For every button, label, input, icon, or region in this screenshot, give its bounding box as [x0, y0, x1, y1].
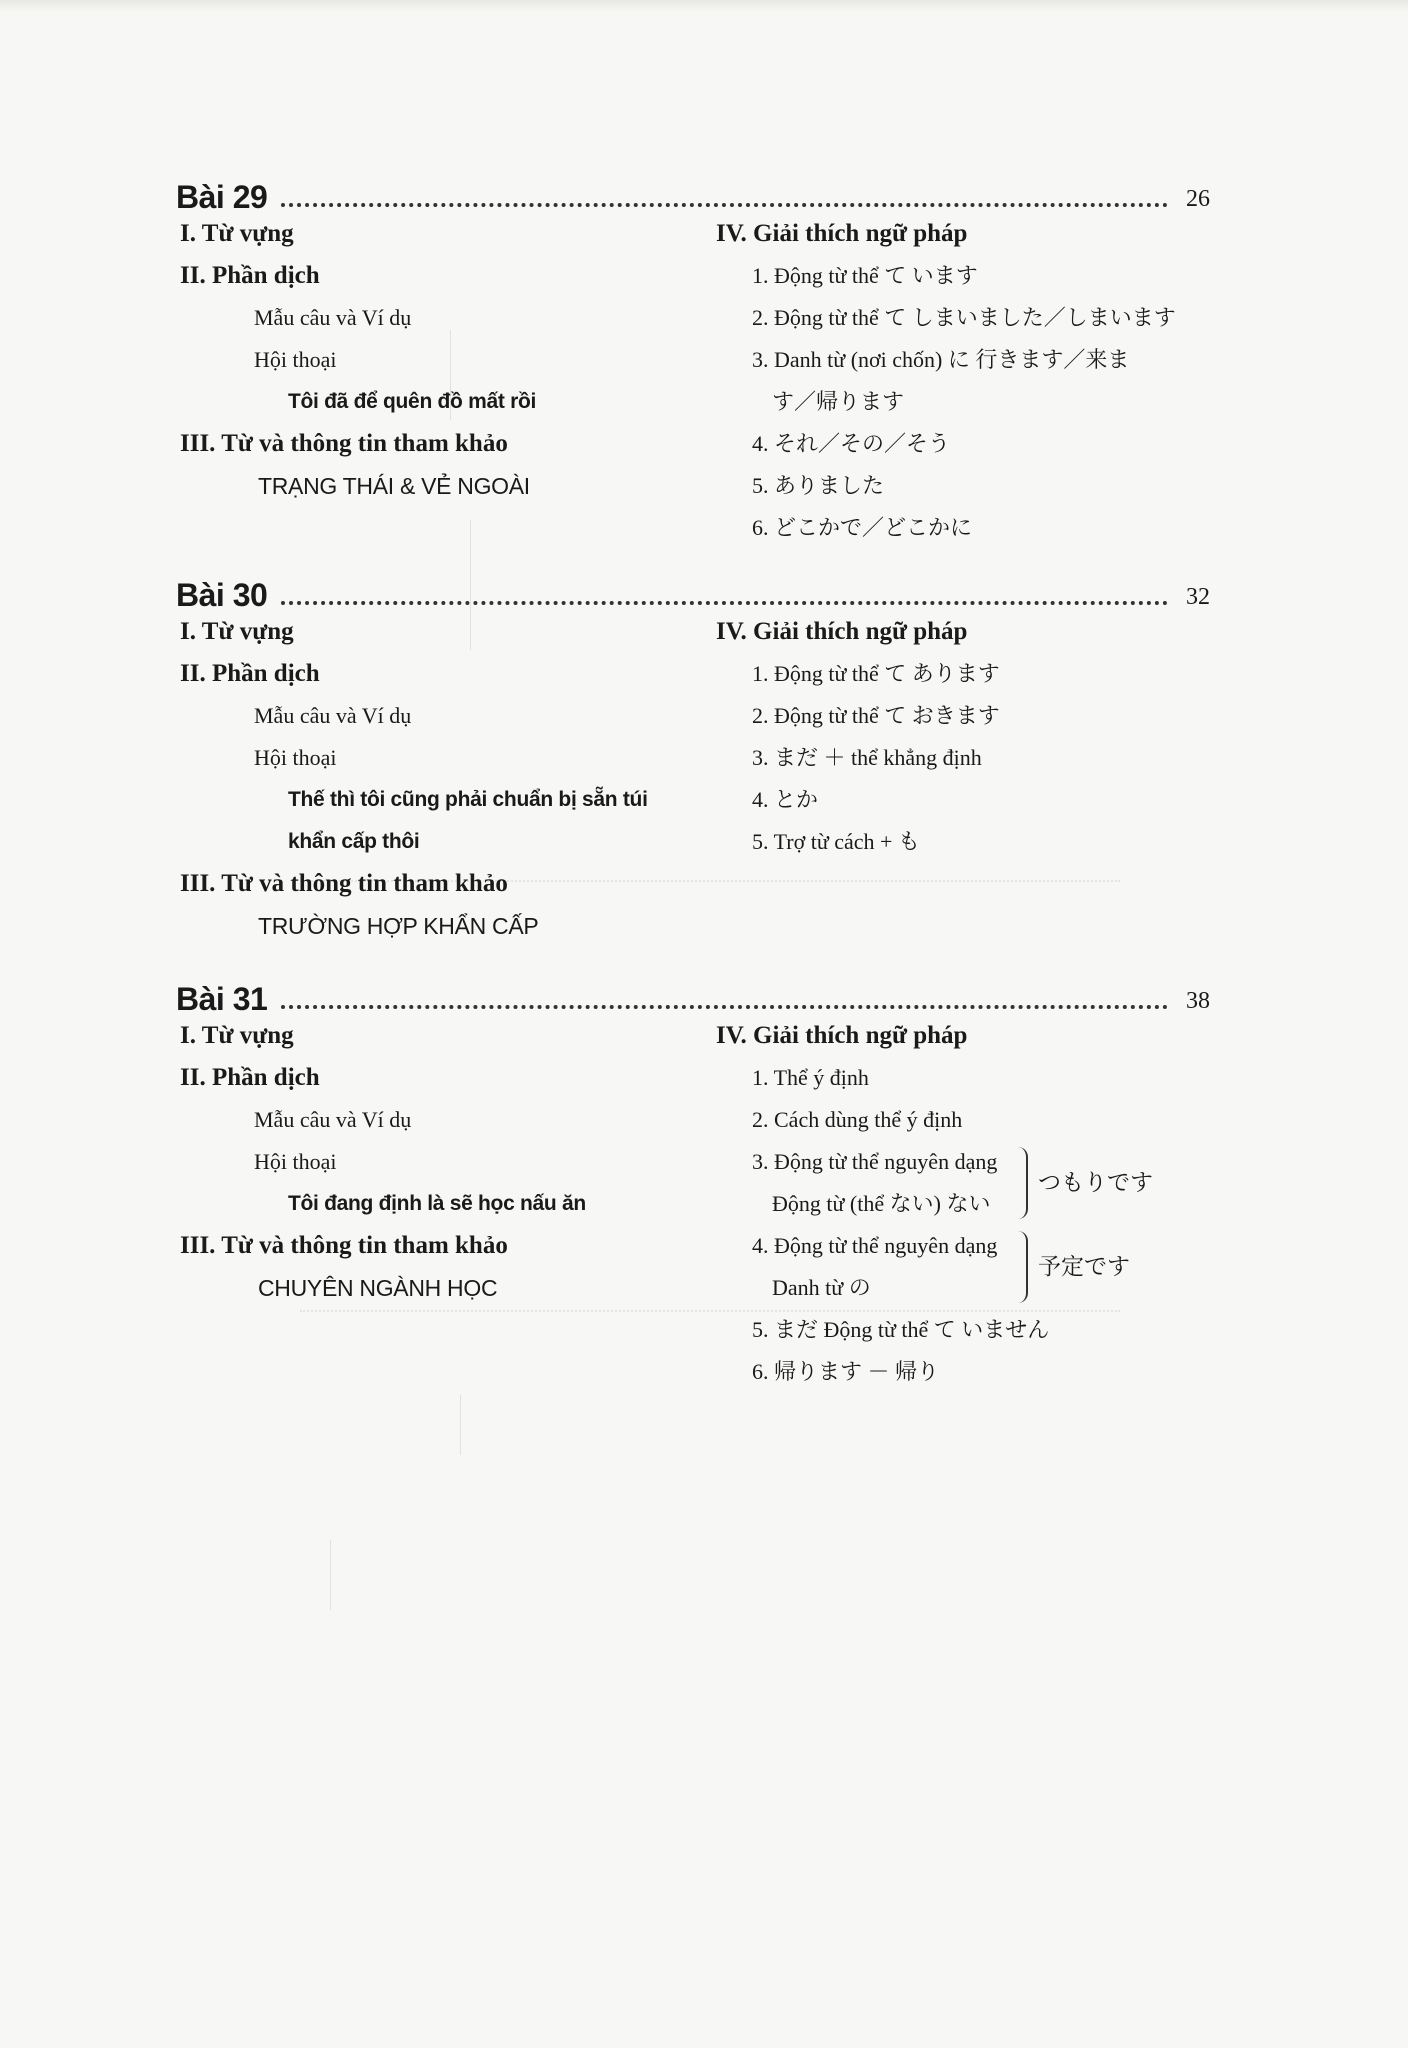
toc-entry: Danh từ の — [772, 1275, 871, 1300]
toc-entry: II. Phần dịch — [180, 660, 320, 687]
lesson-31 — [176, 967, 1210, 1415]
toc-entry: IV. Giải thích ngữ pháp — [716, 618, 968, 645]
right-brace — [1016, 1147, 1028, 1219]
toc-entry: す／帰ります — [772, 389, 905, 414]
toc-entry: Động từ (thể ない) ない — [772, 1191, 991, 1216]
toc-entry: 4. Động từ thể nguyên dạng — [752, 1233, 998, 1258]
toc-entry: Thế thì tôi cũng phải chuẩn bị sẵn túi — [288, 788, 648, 811]
toc-entry: Hội thoại — [254, 1149, 337, 1174]
toc-entry: TRẠNG THÁI & VẺ NGOÀI — [258, 473, 530, 499]
toc-entry: 3. まだ ＋ thể khẳng định — [752, 745, 982, 770]
toc-entry: 1. Thể ý định — [752, 1065, 869, 1090]
grammar-brace-group — [716, 1141, 1210, 1225]
page-number: 26 — [1186, 186, 1210, 212]
lesson-30 — [176, 563, 1210, 951]
toc-entry: 5. まだ Động từ thể て いません — [752, 1317, 1050, 1342]
lesson-contents-left — [180, 1015, 700, 1309]
page-number: 32 — [1186, 584, 1210, 610]
lesson-contents-right — [716, 213, 1210, 549]
toc-entry: Tôi đang định là sẽ học nấu ăn — [288, 1192, 586, 1215]
toc-entry: Mẫu câu và Ví dụ — [254, 1107, 412, 1132]
bleed-through-bar — [330, 1540, 331, 1610]
toc-entry: Hội thoại — [254, 347, 337, 372]
lesson-contents-left — [180, 611, 700, 947]
toc-entry: Mẫu câu và Ví dụ — [254, 305, 412, 330]
toc-entry: 1. Động từ thể て います — [752, 263, 978, 288]
page-edge-shadow — [0, 0, 1408, 12]
toc-entry: I. Từ vựng — [180, 220, 294, 247]
toc-entry: 2. Cách dùng thể ý định — [752, 1107, 963, 1132]
toc-entry: CHUYÊN NGÀNH HỌC — [258, 1275, 498, 1301]
brace-label: つもりです — [1038, 1170, 1153, 1195]
toc-entry: II. Phần dịch — [180, 262, 320, 289]
toc-entry: TRƯỜNG HỢP KHẨN CẤP — [258, 913, 539, 939]
toc-entry: I. Từ vựng — [180, 1022, 294, 1049]
lesson-contents-left — [180, 213, 700, 507]
toc-entry: 6. 帰ります － 帰り — [752, 1359, 940, 1384]
toc-entry: 6. どこかで／どこかに — [752, 515, 973, 540]
lesson-contents-right — [716, 1015, 1210, 1393]
toc-entry: IV. Giải thích ngữ pháp — [716, 1022, 968, 1049]
grammar-brace-group — [716, 1225, 1210, 1309]
toc-entry: 3. Danh từ (nơi chốn) に 行きます／来ま — [752, 347, 1130, 372]
lesson-heading — [176, 967, 1210, 1015]
toc-entry: IV. Giải thích ngữ pháp — [716, 220, 968, 247]
toc-entry: Mẫu câu và Ví dụ — [254, 703, 412, 728]
toc-entry: 2. Động từ thể て しまいました／しまいます — [752, 305, 1176, 330]
right-brace — [1016, 1231, 1028, 1303]
lesson-contents-right — [716, 611, 1210, 863]
lesson-title: Bài 31 — [176, 981, 268, 1017]
lesson-heading — [176, 165, 1210, 213]
toc-entry: 5. Trợ từ cách + も — [752, 829, 920, 854]
toc-entry: khẩn cấp thôi — [288, 830, 420, 853]
dot-leader — [281, 203, 1168, 207]
toc-entry: I. Từ vựng — [180, 618, 294, 645]
toc-entry: 5. ありました — [752, 473, 885, 498]
toc-entry: 3. Động từ thể nguyên dạng — [752, 1149, 998, 1174]
brace-label: 予定です — [1038, 1254, 1130, 1279]
dot-leader — [281, 601, 1168, 605]
toc-entry: III. Từ và thông tin tham khảo — [180, 870, 508, 897]
lesson-heading — [176, 563, 1210, 611]
toc-entry: Hội thoại — [254, 745, 337, 770]
toc-entry: 4. とか — [752, 787, 819, 812]
lesson-title: Bài 29 — [176, 179, 268, 215]
toc-entry: Tôi đã để quên đồ mất rồi — [288, 390, 537, 413]
toc-entry: 4. それ／その／そう — [752, 431, 951, 456]
toc-entry: 2. Động từ thể て おきます — [752, 703, 1000, 728]
toc-entry: 1. Động từ thể て あります — [752, 661, 1000, 686]
lesson-title: Bài 30 — [176, 577, 268, 613]
dot-leader — [281, 1005, 1168, 1009]
page-number: 38 — [1186, 988, 1210, 1014]
lesson-29 — [176, 165, 1210, 543]
toc-entry: II. Phần dịch — [180, 1064, 320, 1091]
toc-entry: III. Từ và thông tin tham khảo — [180, 1232, 508, 1259]
toc-entry: III. Từ và thông tin tham khảo — [180, 430, 508, 457]
